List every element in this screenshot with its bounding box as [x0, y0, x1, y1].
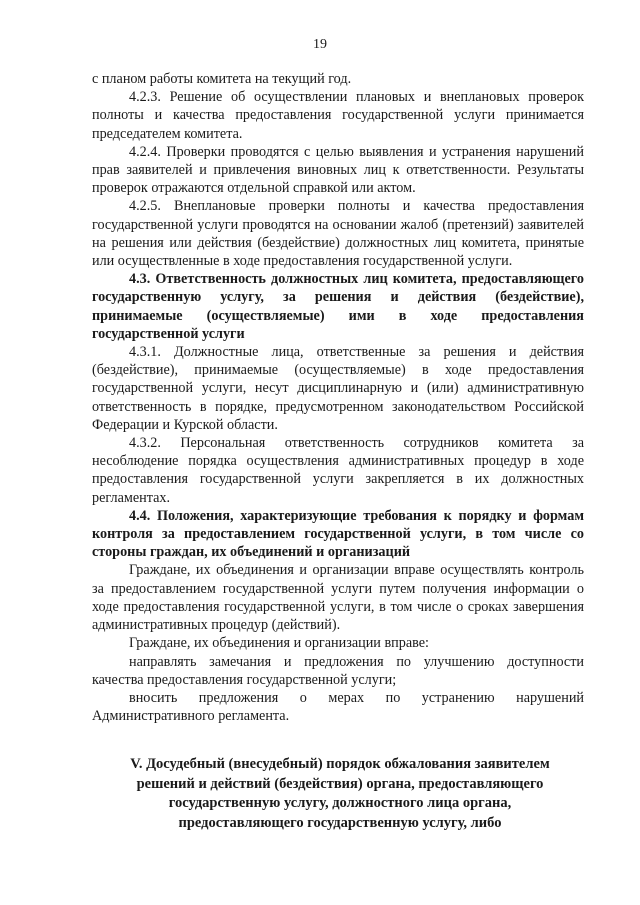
heading-4-4: 4.4. Положения, характеризующие требования к порядку и формам контроля за предоставлением государственной услуги, в том числе со стороны граждан, их объединений и организаций: [92, 507, 584, 561]
paragraph-4-2-4: 4.2.4. Проверки проводятся с целью выявления и устранения нарушений прав заявителей и привлечения виновных лиц к ответственности. Результаты проверок отражаются отдельной справкой или актом.: [92, 143, 584, 197]
paragraph-4-3-2: 4.3.2. Персональная ответственность сотрудников комитета за несоблюдение порядка осуществления административных процедур в ходе предоставления государственной услуги закрепляется в их должностных регламентах.: [92, 435, 584, 506]
paragraph-make-proposals: вносить предложения о мерах по устранению нарушений Административного регламента.: [92, 689, 584, 725]
section-heading: V. Досудебный (внесудебный) порядок обжалования заявителем решений и действий (бездействия) органа, предоставляющего государственную услугу, должностного лица органа, предоставляющего государственную услугу, либо: [130, 756, 550, 831]
paragraph-citizens-control: Граждане, их объединения и организации вправе осуществлять контроль за предоставлением государственной услуги путем получения информации о ходе предоставления государственной услуги, в том числе о сроках завершения административных процедур (действий).: [92, 562, 584, 634]
page-number: 19: [313, 37, 327, 52]
document-body: [92, 70, 584, 725]
paragraph-send-remarks: направлять замечания и предложения по улучшению доступности качества предоставления государственной услуги;: [92, 653, 584, 688]
paragraph-4-3-1: 4.3.1. Должностные лица, ответственные за решения и действия (бездействие), принимаемые (осуществляемые) в ходе предоставления государственной услуги, несут дисциплинарную и (или) административную ответственность в порядке, предусмотренном законодательством Российской Федерации и Курской области.: [92, 344, 584, 433]
heading-4-3: 4.3. Ответственность должностных лиц комитета, предоставляющего государственную услугу, за решения и действия (бездействие), принимаемые (осуществляемые) ими в ходе предоставления государственной услуги: [92, 271, 584, 342]
paragraph-citizens-rights: Граждане, их объединения и организации вправе:: [129, 635, 429, 652]
paragraph-4-2-3: 4.2.3. Решение об осуществлении плановых и внеплановых проверок полноты и качества предоставления государственной услуги принимается председателем комитета.: [92, 89, 584, 142]
paragraph-continuation: с планом работы комитета на текущий год.: [92, 71, 352, 87]
paragraph-4-2-5: 4.2.5. Внеплановые проверки полноты и качества предоставления государственной услуги проводятся на основании жалоб (претензий) заявителей на решения или действия (бездействие) должностных лиц комитета, принятые или осуществленные в ходе предоставления государственной услуги.: [92, 198, 584, 270]
